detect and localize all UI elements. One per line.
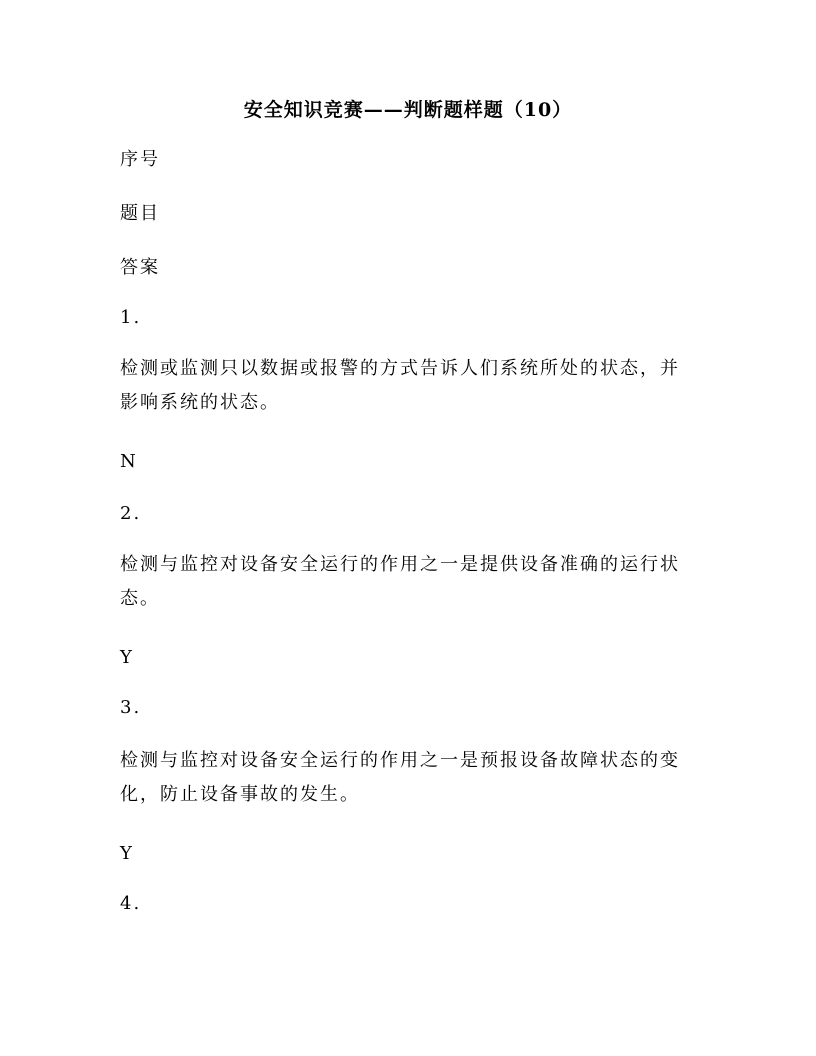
item-3-question-line-1: 检测与监控对设备安全运行的作用之一是预报设备故障状态的变 <box>120 750 680 771</box>
header-answer: 答案 <box>120 257 160 278</box>
item-1-number: 1. <box>120 307 142 328</box>
header-question: 题目 <box>120 203 160 224</box>
item-1-answer: N <box>120 451 138 472</box>
item-1-question-line-2: 影响系统的状态。 <box>120 392 280 413</box>
item-2-number: 2. <box>120 503 142 524</box>
item-1-question-line-1: 检测或监测只以数据或报警的方式告诉人们系统所处的状态，并 <box>120 358 680 379</box>
header-number: 序号 <box>120 149 160 170</box>
item-3-question-line-2: 化，防止设备事故的发生。 <box>120 784 360 805</box>
item-2-question-line-2: 态。 <box>120 588 160 609</box>
item-3-answer: Y <box>120 843 134 864</box>
item-2-question-line-1: 检测与监控对设备安全运行的作用之一是提供设备准确的运行状 <box>120 554 680 575</box>
item-1-question <box>120 352 680 420</box>
item-4-number: 4. <box>120 893 142 914</box>
item-2-answer: Y <box>120 647 134 668</box>
item-3-number: 3. <box>120 697 142 718</box>
item-3-question <box>120 744 680 812</box>
item-2-question <box>120 548 680 616</box>
document-title: 安全知识竞赛——判断题样题（10） <box>243 99 573 121</box>
